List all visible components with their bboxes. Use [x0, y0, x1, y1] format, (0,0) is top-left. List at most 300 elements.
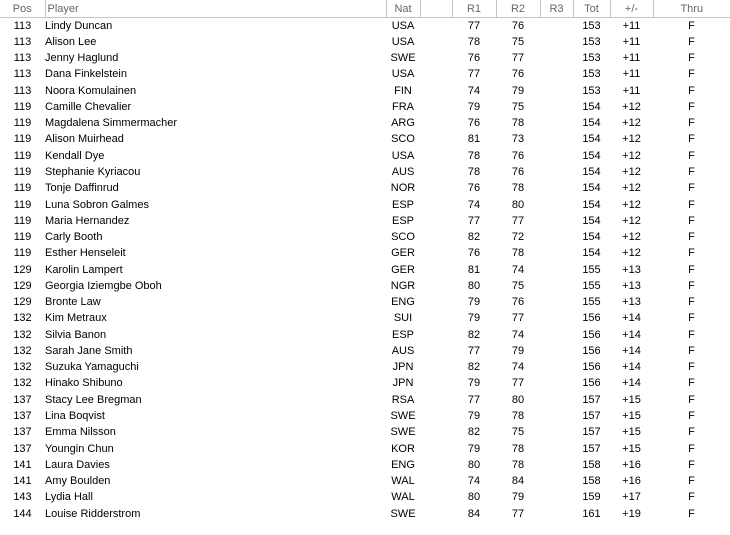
table-row: [0, 295, 730, 311]
blank-cell: [420, 408, 452, 424]
nationality-cell: JPN: [392, 361, 414, 374]
header-pos[interactable]: Pos: [0, 0, 45, 18]
round3-score-cell: [540, 99, 573, 115]
round1-score-cell: 79: [467, 442, 481, 455]
table-row: [0, 360, 730, 376]
player-name-cell: Luna Sobron Galmes: [45, 198, 149, 211]
thru-cell: F: [688, 328, 695, 341]
position-cell: 113: [13, 52, 32, 65]
round2-score-cell: 77: [511, 507, 525, 520]
total-score-cell: 153: [582, 19, 601, 32]
blank-cell: [420, 360, 452, 376]
position-cell: 144: [13, 507, 32, 520]
round2-score-cell: 76: [511, 296, 525, 309]
nationality-cell: USA: [391, 19, 415, 32]
round3-score-cell: [540, 278, 573, 294]
position-cell: 119: [13, 231, 32, 244]
table-row: [0, 181, 730, 197]
blank-cell: [420, 246, 452, 262]
thru-cell: F: [688, 312, 695, 325]
to-par-cell: +17: [622, 491, 641, 504]
round1-score-cell: 78: [467, 149, 481, 162]
round2-score-cell: 76: [511, 149, 525, 162]
nationality-cell: GER: [391, 247, 415, 260]
round3-score-cell: [540, 506, 573, 522]
nationality-cell: KOR: [391, 442, 415, 455]
total-score-cell: 156: [582, 361, 601, 374]
player-name-cell: Sarah Jane Smith: [45, 344, 133, 357]
position-cell: 113: [13, 84, 32, 97]
position-cell: 137: [13, 410, 32, 422]
table-row: [0, 392, 730, 408]
table-row: [0, 262, 730, 278]
total-score-cell: 154: [582, 182, 601, 195]
position-cell: 137: [13, 442, 32, 455]
total-score-cell: 157: [582, 426, 601, 439]
nationality-cell: FIN: [394, 84, 412, 97]
total-score-cell: 157: [582, 442, 601, 455]
table-row: [0, 473, 730, 489]
blank-cell: [420, 425, 452, 441]
to-par-cell: +19: [622, 507, 641, 520]
round2-score-cell: 74: [511, 361, 525, 374]
table-row: [0, 83, 730, 99]
round1-score-cell: 82: [467, 426, 481, 439]
total-score-cell: 155: [582, 263, 601, 276]
blank-cell: [420, 67, 452, 83]
blank-cell: [420, 327, 452, 343]
player-name-cell: Hinako Shibuno: [45, 377, 123, 390]
to-par-cell: +11: [622, 84, 641, 97]
thru-cell: F: [688, 361, 695, 374]
round1-score-cell: 76: [467, 52, 481, 65]
nationality-cell: SWE: [390, 507, 416, 520]
position-cell: 141: [13, 458, 32, 471]
table-row: [0, 213, 730, 229]
player-name-cell: Emma Nilsson: [45, 426, 116, 439]
position-cell: 129: [13, 263, 32, 276]
thru-cell: F: [688, 231, 695, 244]
round3-score-cell: [540, 295, 573, 311]
table-row: [0, 376, 730, 392]
to-par-cell: +11: [622, 52, 641, 65]
round1-score-cell: 77: [467, 68, 481, 81]
position-cell: 132: [13, 377, 32, 390]
round1-score-cell: 81: [467, 133, 481, 146]
to-par-cell: +16: [622, 458, 641, 471]
table-row: [0, 99, 730, 115]
round2-score-cell: 73: [511, 133, 525, 146]
player-name-cell: Laura Davies: [45, 458, 110, 471]
round1-score-cell: 84: [467, 507, 481, 520]
thru-cell: F: [688, 133, 695, 146]
thru-cell: F: [688, 214, 695, 227]
player-name-cell: Dana Finkelstein: [45, 68, 127, 81]
round2-score-cell: 84: [511, 475, 525, 488]
to-par-cell: +16: [622, 475, 641, 488]
header-tot[interactable]: Tot: [573, 0, 610, 18]
player-name-cell: Georgia Iziemgbe Oboh: [45, 279, 162, 292]
round1-score-cell: 78: [467, 35, 481, 48]
player-name-cell: Tonje Daffinrud: [45, 182, 119, 195]
blank-cell: [420, 181, 452, 197]
nationality-cell: NOR: [390, 182, 416, 195]
thru-cell: F: [688, 117, 695, 130]
player-name-cell: Kendall Dye: [45, 149, 105, 162]
to-par-cell: +15: [622, 393, 641, 406]
round2-score-cell: 77: [511, 214, 525, 227]
position-cell: 119: [13, 247, 32, 260]
table-row: [0, 164, 730, 180]
player-name-cell: Stephanie Kyriacou: [45, 166, 141, 179]
nationality-cell: FRA: [392, 100, 414, 113]
position-cell: 137: [13, 393, 32, 406]
round1-score-cell: 76: [467, 182, 481, 195]
nationality-cell: SCO: [391, 231, 415, 244]
round2-score-cell: 78: [511, 182, 525, 195]
round2-score-cell: 78: [511, 458, 525, 471]
position-cell: 129: [13, 296, 32, 309]
round3-score-cell: [540, 246, 573, 262]
blank-cell: [420, 116, 452, 132]
thru-cell: F: [688, 19, 695, 32]
to-par-cell: +12: [622, 214, 641, 227]
total-score-cell: 154: [582, 231, 601, 244]
thru-cell: F: [688, 149, 695, 162]
to-par-cell: +15: [622, 426, 641, 439]
player-name-cell: Karolin Lampert: [45, 263, 123, 276]
player-name-cell: Alison Lee: [45, 35, 97, 48]
round3-score-cell: [540, 311, 573, 327]
table-row: [0, 67, 730, 83]
table-row: [0, 311, 730, 327]
header-r1[interactable]: R1: [452, 0, 496, 18]
to-par-cell: +14: [622, 361, 641, 374]
round1-score-cell: 74: [467, 84, 481, 97]
round2-score-cell: 77: [511, 377, 525, 390]
blank-cell: [420, 213, 452, 229]
thru-cell: F: [688, 68, 695, 81]
header-row: [0, 0, 730, 18]
round1-score-cell: 79: [467, 296, 481, 309]
round2-score-cell: 78: [511, 117, 525, 130]
player-name-cell: Lindy Duncan: [45, 19, 113, 32]
total-score-cell: 156: [582, 312, 601, 325]
to-par-cell: +14: [622, 344, 641, 357]
player-name-cell: Kim Metraux: [45, 312, 107, 325]
position-cell: 119: [13, 182, 32, 195]
thru-cell: F: [688, 35, 695, 48]
table-row: [0, 246, 730, 262]
blank-cell: [420, 343, 452, 359]
total-score-cell: 161: [582, 507, 601, 520]
player-name-cell: Magdalena Simmermacher: [45, 117, 178, 130]
thru-cell: F: [688, 393, 695, 406]
position-cell: 137: [13, 426, 32, 439]
position-cell: 119: [13, 166, 32, 179]
nationality-cell: ENG: [391, 458, 415, 471]
round1-score-cell: 80: [467, 458, 481, 471]
position-cell: 132: [13, 312, 32, 325]
to-par-cell: +12: [622, 117, 641, 130]
round3-score-cell: [540, 360, 573, 376]
thru-cell: F: [688, 166, 695, 179]
thru-cell: F: [688, 475, 695, 488]
to-par-cell: +13: [622, 296, 641, 309]
round2-score-cell: 77: [511, 52, 525, 65]
round1-score-cell: 74: [467, 475, 481, 488]
table-row: [0, 229, 730, 245]
blank-cell: [420, 34, 452, 50]
round1-score-cell: 81: [467, 263, 481, 276]
nationality-cell: RSA: [391, 393, 415, 406]
table-row: [0, 18, 730, 35]
player-name-cell: Lina Boqvist: [45, 410, 105, 422]
thru-cell: F: [688, 507, 695, 520]
blank-cell: [420, 392, 452, 408]
round2-score-cell: 79: [511, 84, 525, 97]
player-name-cell: Carly Booth: [45, 231, 103, 244]
round3-score-cell: [540, 18, 573, 35]
round3-score-cell: [540, 457, 573, 473]
round1-score-cell: 82: [467, 361, 481, 374]
thru-cell: F: [688, 410, 695, 422]
header-r3[interactable]: R3: [540, 0, 573, 18]
nationality-cell: USA: [391, 149, 415, 162]
round3-score-cell: [540, 343, 573, 359]
to-par-cell: +14: [622, 377, 641, 390]
table-row: [0, 132, 730, 148]
to-par-cell: +11: [622, 68, 641, 81]
round2-score-cell: 76: [511, 166, 525, 179]
to-par-cell: +12: [622, 198, 641, 211]
nationality-cell: USA: [391, 68, 415, 81]
position-cell: 132: [13, 344, 32, 357]
round2-score-cell: 78: [511, 410, 525, 422]
total-score-cell: 153: [582, 84, 601, 97]
thru-cell: F: [688, 84, 695, 97]
to-par-cell: +12: [622, 133, 641, 146]
position-cell: 129: [13, 279, 32, 292]
to-par-cell: +12: [622, 182, 641, 195]
total-score-cell: 157: [582, 410, 601, 422]
total-score-cell: 154: [582, 100, 601, 113]
position-cell: 119: [13, 214, 32, 227]
round3-score-cell: [540, 213, 573, 229]
to-par-cell: +12: [622, 100, 641, 113]
blank-cell: [420, 295, 452, 311]
header-nat[interactable]: Nat: [386, 0, 420, 18]
to-par-cell: +14: [622, 328, 641, 341]
blank-cell: [420, 441, 452, 457]
round1-score-cell: 78: [467, 166, 481, 179]
blank-cell: [420, 99, 452, 115]
round3-score-cell: [540, 327, 573, 343]
header-r2[interactable]: R2: [496, 0, 540, 18]
round2-score-cell: 80: [511, 393, 525, 406]
table-row: [0, 34, 730, 50]
player-name-cell: Suzuka Yamaguchi: [45, 361, 139, 374]
blank-cell: [420, 473, 452, 489]
to-par-cell: +11: [622, 19, 641, 32]
round3-score-cell: [540, 408, 573, 424]
to-par-cell: +12: [622, 149, 641, 162]
player-name-cell: Jenny Haglund: [45, 52, 119, 65]
round1-score-cell: 79: [467, 410, 481, 422]
total-score-cell: 153: [582, 35, 601, 48]
table-row: [0, 343, 730, 359]
total-score-cell: 156: [582, 328, 601, 341]
to-par-cell: +13: [622, 263, 641, 276]
round2-score-cell: 76: [511, 19, 525, 32]
player-name-cell: Lydia Hall: [45, 491, 93, 504]
table-row: [0, 441, 730, 457]
table-row: [0, 148, 730, 164]
to-par-cell: +12: [622, 166, 641, 179]
blank-cell: [420, 490, 452, 506]
thru-cell: F: [688, 52, 695, 65]
round1-score-cell: 82: [467, 328, 481, 341]
nationality-cell: SWE: [390, 52, 416, 65]
round1-score-cell: 77: [467, 393, 481, 406]
nationality-cell: AUS: [391, 166, 415, 179]
round3-score-cell: [540, 262, 573, 278]
round3-score-cell: [540, 51, 573, 67]
table-row: [0, 425, 730, 441]
table-row: [0, 490, 730, 506]
blank-cell: [420, 51, 452, 67]
to-par-cell: +12: [622, 231, 641, 244]
nationality-cell: SCO: [391, 133, 415, 146]
round1-score-cell: 79: [467, 312, 481, 325]
thru-cell: F: [688, 344, 695, 357]
nationality-cell: ESP: [391, 328, 414, 341]
round1-score-cell: 79: [467, 377, 481, 390]
nationality-cell: SWE: [390, 426, 416, 439]
round1-score-cell: 77: [467, 214, 481, 227]
nationality-cell: ENG: [391, 296, 415, 309]
player-name-cell: Silvia Banon: [45, 328, 107, 341]
nationality-cell: JPN: [392, 377, 414, 390]
total-score-cell: 153: [582, 52, 601, 65]
blank-cell: [420, 83, 452, 99]
total-score-cell: 159: [582, 491, 601, 504]
table-row: [0, 327, 730, 343]
player-name-cell: Youngin Chun: [45, 442, 114, 455]
position-cell: 119: [13, 100, 32, 113]
position-cell: 119: [13, 198, 32, 211]
round2-score-cell: 77: [511, 312, 525, 325]
round3-score-cell: [540, 441, 573, 457]
thru-cell: F: [688, 458, 695, 471]
player-name-cell: Maria Hernandez: [45, 214, 130, 227]
nationality-cell: SUI: [393, 312, 413, 325]
total-score-cell: 156: [582, 377, 601, 390]
round2-score-cell: 78: [511, 442, 525, 455]
total-score-cell: 154: [582, 247, 601, 260]
header-player[interactable]: Player: [45, 0, 386, 18]
round3-score-cell: [540, 473, 573, 489]
round1-score-cell: 80: [467, 491, 481, 504]
round1-score-cell: 77: [467, 19, 481, 32]
nationality-cell: WAL: [391, 491, 415, 504]
round3-score-cell: [540, 425, 573, 441]
player-name-cell: Esther Henseleit: [45, 247, 126, 260]
round1-score-cell: 74: [467, 198, 481, 211]
blank-cell: [420, 262, 452, 278]
player-name-cell: Bronte Law: [45, 296, 101, 309]
nationality-cell: ESP: [391, 198, 414, 211]
round2-score-cell: 72: [511, 231, 525, 244]
round3-score-cell: [540, 197, 573, 213]
table-row: [0, 506, 730, 522]
thru-cell: F: [688, 263, 695, 276]
round1-score-cell: 76: [467, 117, 481, 130]
to-par-cell: +11: [622, 35, 641, 48]
round1-score-cell: 77: [467, 344, 481, 357]
player-name-cell: Stacy Lee Bregman: [45, 393, 142, 406]
round3-score-cell: [540, 376, 573, 392]
thru-cell: F: [688, 491, 695, 504]
round2-score-cell: 75: [511, 100, 525, 113]
round2-score-cell: 79: [511, 491, 525, 504]
round3-score-cell: [540, 67, 573, 83]
position-cell: 132: [13, 328, 32, 341]
to-par-cell: +15: [622, 410, 641, 422]
round2-score-cell: 75: [511, 35, 525, 48]
position-cell: 113: [13, 19, 32, 32]
total-score-cell: 154: [582, 149, 601, 162]
nationality-cell: WAL: [391, 475, 415, 488]
table-row: [0, 408, 730, 424]
thru-cell: F: [688, 296, 695, 309]
thru-cell: F: [688, 377, 695, 390]
position-cell: 143: [13, 491, 32, 504]
thru-cell: F: [688, 247, 695, 260]
table-row: [0, 51, 730, 67]
nationality-cell: USA: [391, 35, 415, 48]
blank-cell: [420, 197, 452, 213]
to-par-cell: +14: [622, 312, 641, 325]
thru-cell: F: [688, 442, 695, 455]
player-name-cell: Amy Boulden: [45, 475, 111, 488]
header-plus-minus[interactable]: +/-: [610, 0, 653, 18]
blank-cell: [420, 148, 452, 164]
table-row: [0, 197, 730, 213]
nationality-cell: AUS: [391, 344, 415, 357]
total-score-cell: 155: [582, 279, 601, 292]
blank-cell: [420, 376, 452, 392]
header-thru[interactable]: Thru: [653, 0, 730, 18]
round2-score-cell: 79: [511, 344, 525, 357]
round3-score-cell: [540, 490, 573, 506]
blank-cell: [420, 311, 452, 327]
table-row: [0, 116, 730, 132]
total-score-cell: 154: [582, 214, 601, 227]
round3-score-cell: [540, 392, 573, 408]
to-par-cell: +15: [622, 442, 641, 455]
position-cell: 132: [13, 361, 32, 374]
nationality-cell: GER: [391, 263, 415, 276]
round3-score-cell: [540, 116, 573, 132]
blank-cell: [420, 278, 452, 294]
round2-score-cell: 75: [511, 279, 525, 292]
round2-score-cell: 74: [511, 328, 525, 341]
position-cell: 113: [13, 35, 32, 48]
player-name-cell: Camille Chevalier: [45, 100, 132, 113]
round1-score-cell: 80: [467, 279, 481, 292]
round3-score-cell: [540, 148, 573, 164]
